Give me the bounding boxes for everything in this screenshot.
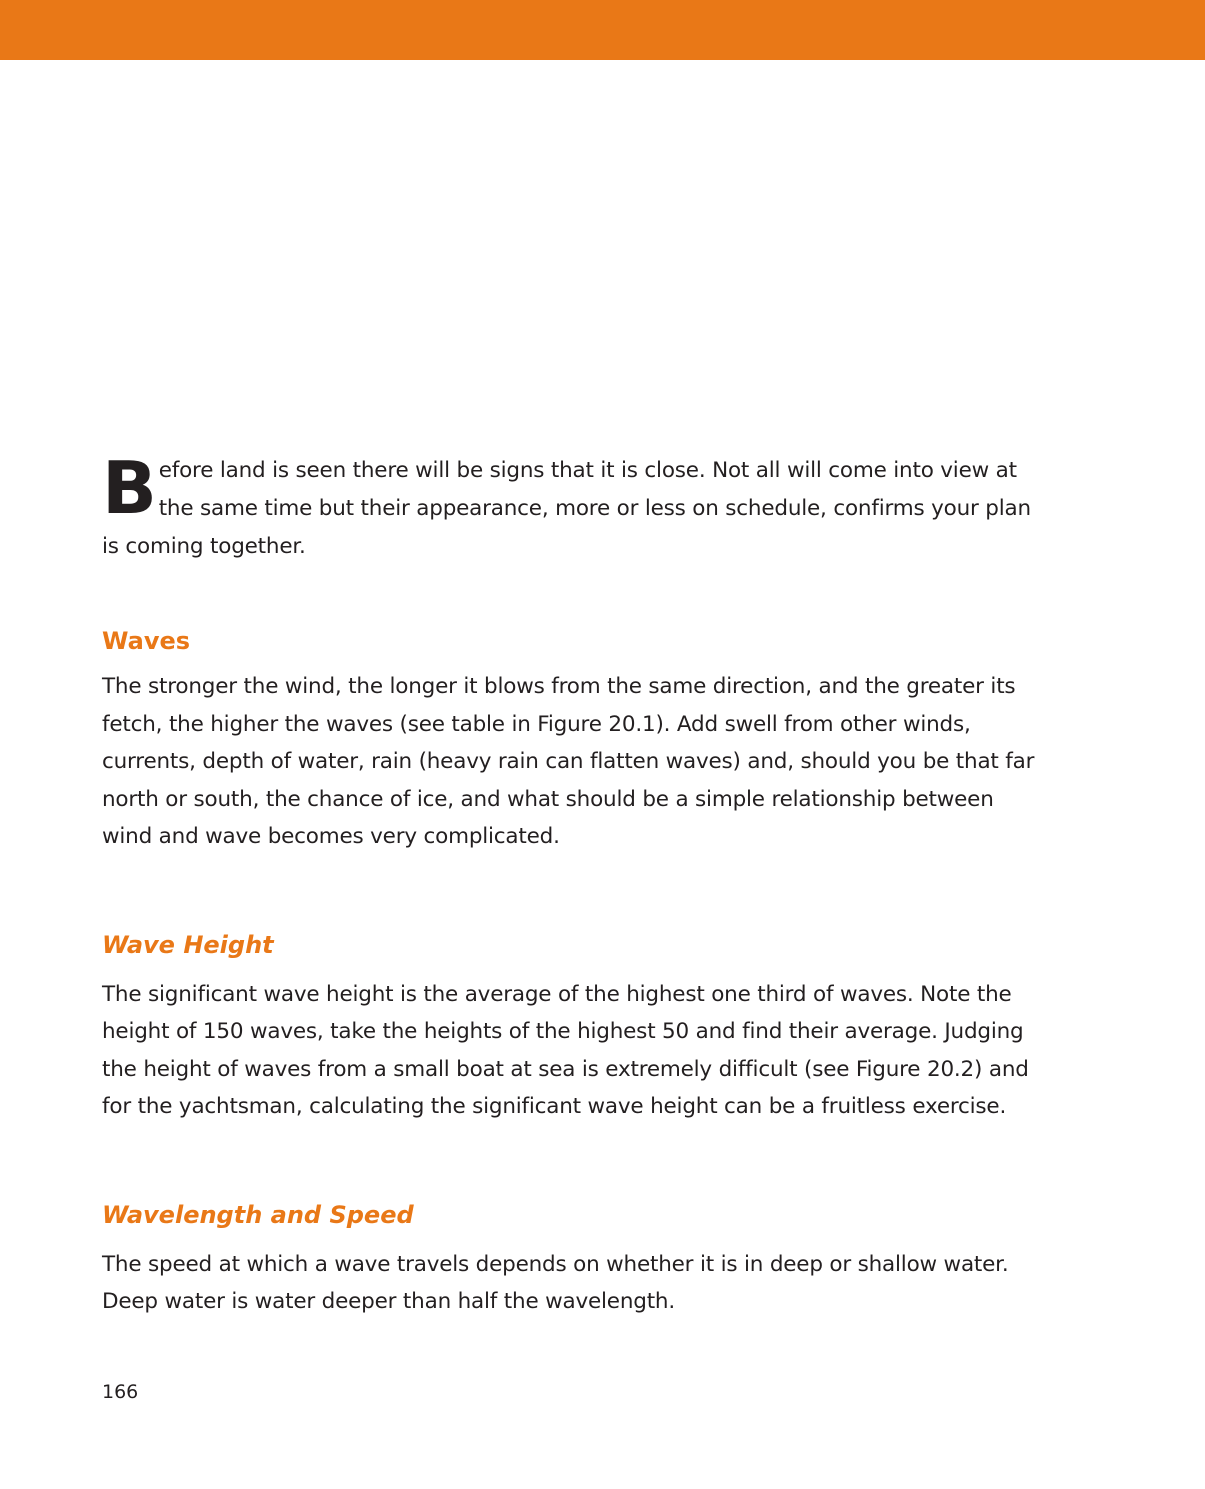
intro-text: efore land is seen there will be signs that it is close. Not all will come into view at the same time but their appearance, more or less on schedule, confirms your plan is coming together. [102, 458, 1031, 559]
page-content [102, 446, 1047, 1321]
intro-paragraph [102, 446, 1047, 566]
top-color-bar [0, 0, 1205, 60]
heading-waves: Waves [102, 627, 191, 655]
heading-wave-height: Wave Height [102, 930, 274, 959]
drop-cap: B [102, 446, 157, 530]
paragraph-waves: The stronger the wind, the longer it blows from the same direction, and the greater its fetch, the higher the waves (see table in Figure 20.1). Add swell from other winds, currents, depth of water, rain (heavy rain can flatten waves) and, should you be that far north or south, the chance of ice, and what should be a simple relationship between wind and wave becomes very complicated. [102, 674, 1035, 849]
heading-wavelength-speed: Wavelength and Speed [102, 1200, 414, 1229]
paragraph-wavelength-speed: The speed at which a wave travels depends on whether it is in deep or shallow water. Deep water is water deeper than half the wavelength. [102, 1251, 1009, 1314]
paragraph-wave-height: The significant wave height is the average of the highest one third of waves. Note the height of 150 waves, take the heights of the highest 50 and find their average. Judging the height of waves from a small boat at sea is extremely difficult (see Figure 20.2) and for the yachtsman, calculating the significant wave height can be a fruitless exercise. [102, 981, 1029, 1119]
page-number: 166 [102, 1381, 139, 1403]
